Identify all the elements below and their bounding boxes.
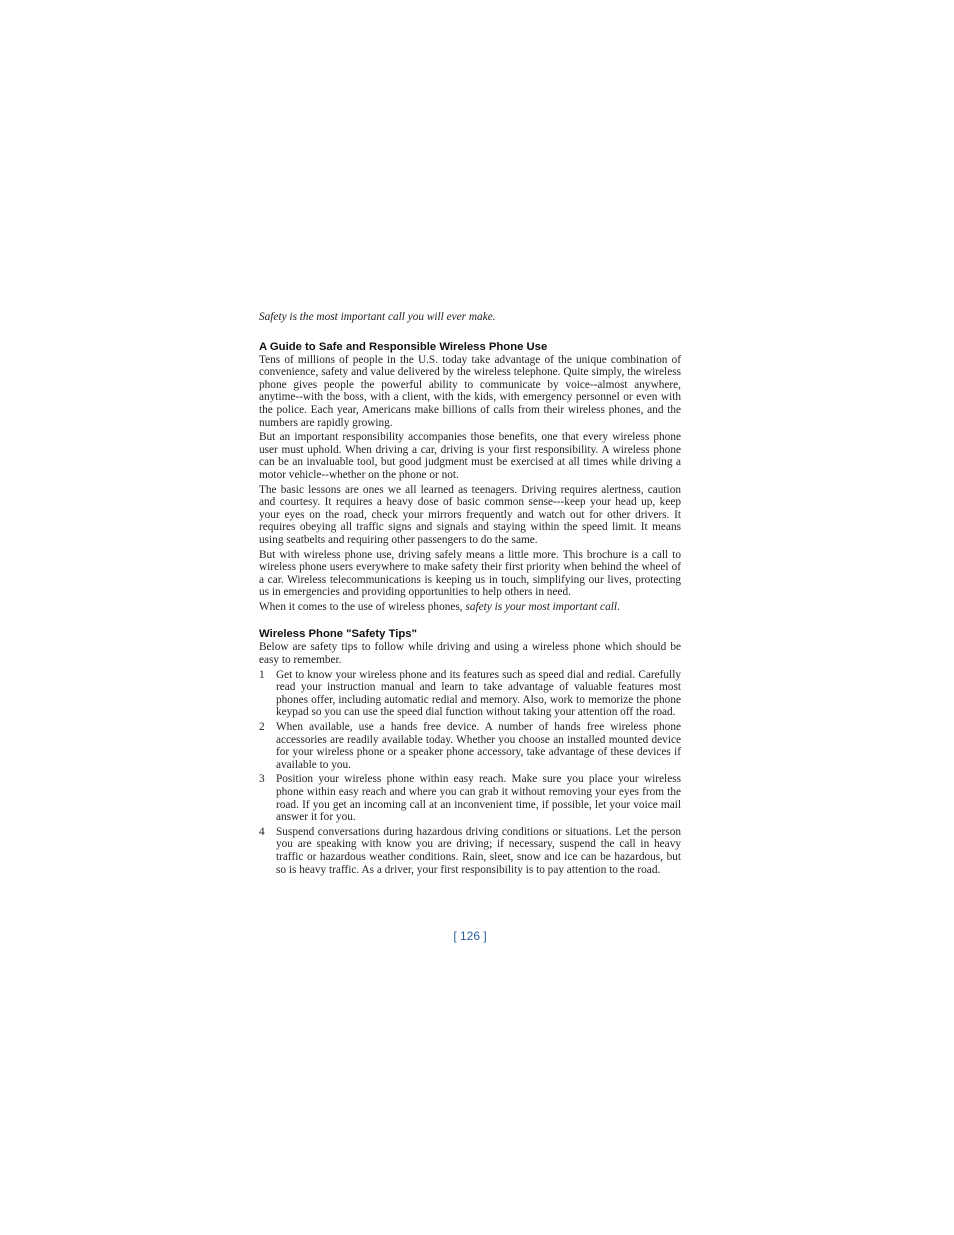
safety-tips-list: [259, 669, 681, 877]
list-item: [259, 721, 681, 771]
closing-prefix: When it comes to the use of wireless phones,: [259, 600, 466, 613]
list-item: [259, 826, 681, 876]
paragraph: But with wireless phone use, driving safely means a little more. This brochure is a call to wireless phone users everywhere to make safety their first priority when behind the wheel of a car. Wireless telecommunications is keeping us in touch, simplifying our lives, protecting us in emergencies and providing opportunities to help others in need.: [259, 548, 681, 599]
list-item-text: Position your wireless phone within easy reach. Make sure you place your wireless phone within easy reach and where you can grab it without removing your eyes from the road. If you get an incoming call at an inconvenient time, if possible, let your voice mail answer it for you.: [276, 773, 681, 824]
closing-suffix: .: [617, 600, 620, 613]
paragraph: Tens of millions of people in the U.S. today take advantage of the unique combination of convenience, safety and value delivered by the wireless telephone. Quite simply, the wireless phone gives people the powerful ability to communicate by voice--almost anywhere, anytime--with the boss, with a client, with the kids, with emergency personnel or even with the police. Each year, Americans make billions of calls from their wireless phones, and the numbers are rapidly growing.: [259, 353, 681, 429]
paragraph: But an important responsibility accompanies those benefits, one that every wireless phone user must uphold. When driving a car, driving is your first responsibility. A wireless phone can be an invaluable tool, but good judgment must be exercised at all times while driving a motor vehicle--whether on the phone or not.: [259, 431, 681, 481]
list-item-text: Get to know your wireless phone and its features such as speed dial and redial. Carefully read your instruction manual and learn to take advantage of valuable features most phones offer, including automatic redial and memory. Also, work to memorize the phone keypad so you can use the speed dial function without taking your attention off the road.: [276, 668, 681, 719]
closing-emphasis: safety is your most important call: [465, 600, 617, 613]
list-item-text: Suspend conversations during hazardous driving conditions or situations. Let the person you are speaking with know you are driving; if necessary, suspend the call in heavy traffic or hazardous weather conditions. Rain, sleet, snow and ice can be hazardous, but so is heavy traffic. As a driver, your first responsibility is to pay attention to the road.: [276, 825, 681, 876]
tagline: Safety is the most important call you will ever make.: [259, 311, 496, 323]
list-item-text: When available, use a hands free device. A number of hands free wireless phone accessories are readily available today. Whether you choose an installed mounted device for your wireless phone or a speaker phone accessory, take advantage of these devices if available to you.: [276, 721, 681, 771]
list-item: [259, 773, 681, 823]
list-item-number: 2: [259, 721, 265, 734]
paragraph: The basic lessons are ones we all learned as teenagers. Driving requires alertness, caution and courtesy. It requires a heavy dose of basic common sense---keep your head up, keep your eyes on the road, check your mirrors frequently and watch out for other drivers. It requires obeying all traffic signs and signals and staying within the speed limit. It means using seatbelts and requiring other passengers to do the same.: [259, 483, 681, 546]
section-heading-safety-tips: Wireless Phone "Safety Tips": [259, 628, 417, 641]
page-content: [259, 311, 681, 878]
section-heading-safe-use: A Guide to Safe and Responsible Wireless Phone Use: [259, 340, 548, 353]
list-item-number: 4: [259, 825, 265, 838]
list-item-number: 1: [259, 668, 265, 681]
list-item-number: 3: [259, 773, 265, 786]
section-spacer: [259, 615, 681, 628]
page-number: [ 126 ]: [453, 929, 487, 943]
tips-intro: Below are safety tips to follow while driving and using a wireless phone which should be easy to remember.: [259, 641, 681, 667]
closing-paragraph: [259, 601, 681, 614]
list-item: [259, 669, 681, 719]
